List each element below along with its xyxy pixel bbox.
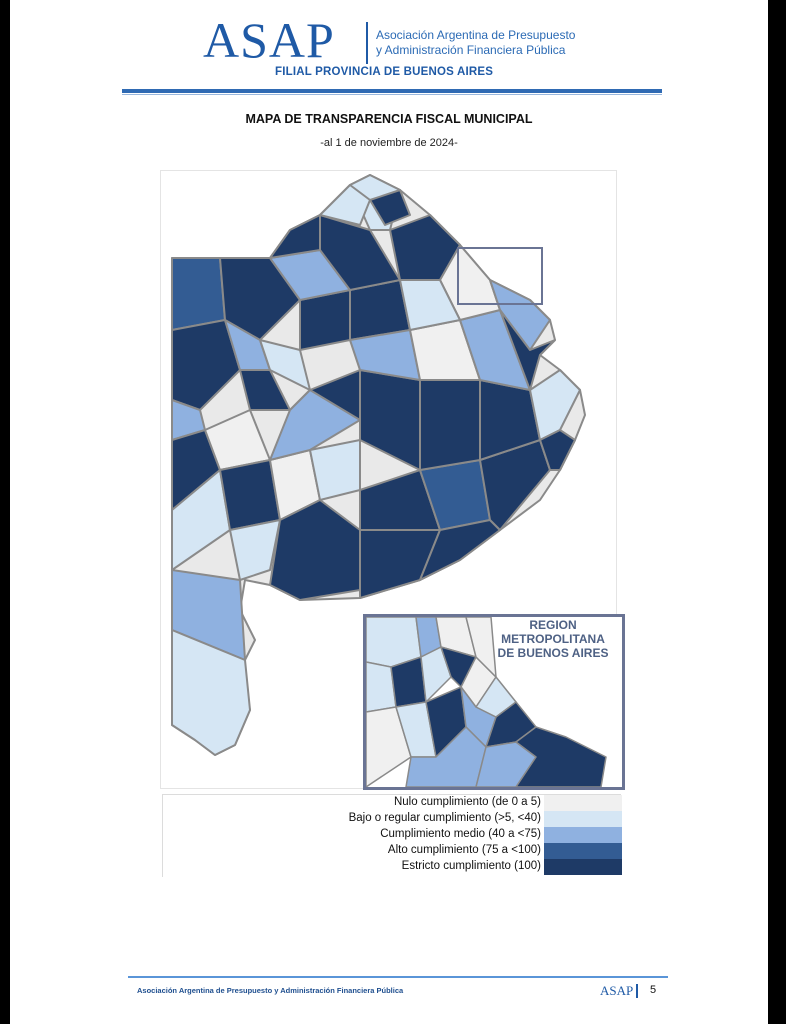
metro-inset-label [488,618,618,660]
legend-row-estricto [163,859,621,875]
inset-label-line1: REGION [529,618,577,632]
legend-label: Alto cumplimiento (75 a <100) [387,844,541,856]
metro-muni-5 [391,657,426,707]
legend-label: Nulo cumplimiento (de 0 a 5) [393,796,541,808]
legend-label: Estricto cumplimiento (100) [401,860,541,872]
muni-n12 [270,215,320,258]
footer-logo: ASAP [600,983,634,998]
org-name-line1: Asociación Argentina de Presupuesto [376,28,576,42]
footer-divider [636,984,638,998]
page-number: 5 [650,984,657,996]
header-rule [122,89,662,93]
org-name [376,28,575,58]
legend-label: Bajo o regular cumplimiento (>5, <40) [348,812,541,824]
legend-swatch [544,859,622,875]
legend-swatch [544,811,622,827]
muni-c10 [310,440,360,500]
legend-swatch [544,795,622,811]
legend-swatch [544,843,622,859]
map-legend [162,794,621,877]
inset-label-line3: DE BUENOS AIRES [497,646,609,660]
footer-rule [128,976,668,978]
filial-label: FILIAL PROVINCIA DE BUENOS AIRES [275,66,494,78]
legend-row-bajo [163,811,621,827]
footer-org-name: Asociación Argentina de Presupuesto y Administración Financiera Pública [137,986,404,995]
inset-label-line2: METROPOLITANA [501,632,605,646]
legend-label: Cumplimiento medio (40 a <75) [380,828,541,840]
logo-divider [366,22,368,64]
page-title: MAPA DE TRANSPARENCIA FISCAL MUNICIPAL [245,112,533,126]
org-name-line2: y Administración Financiera Pública [376,43,566,57]
header-rule-thin [122,94,662,95]
logo-wordmark: ASAP [203,12,335,68]
legend-row-alto [163,843,621,859]
page-subtitle: -al 1 de noviembre de 2024- [320,137,458,149]
legend-swatch [544,827,622,843]
muni-nw [172,258,225,330]
legend-row-medio [163,827,621,843]
legend-row-nulo [163,795,621,811]
muni-e2 [420,380,480,470]
